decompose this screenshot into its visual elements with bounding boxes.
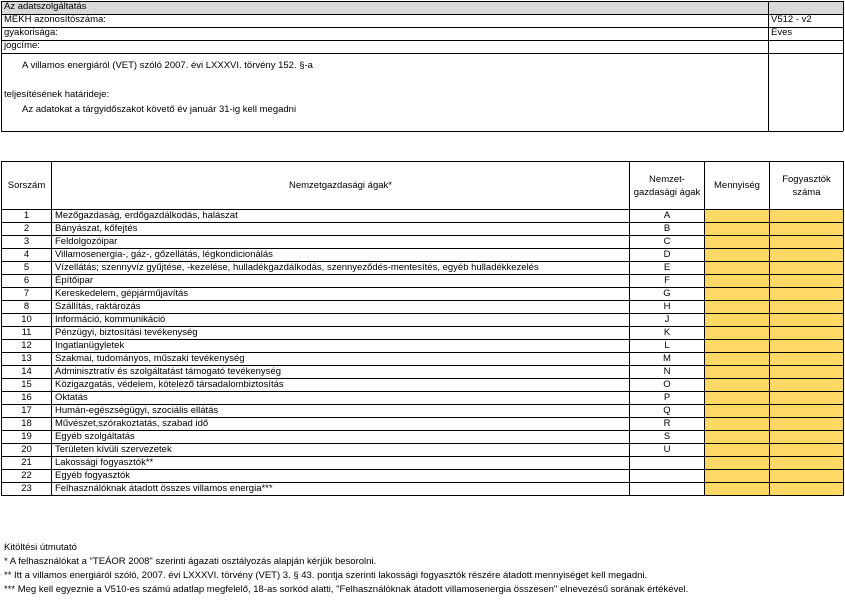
row-number: 12 [2, 340, 52, 353]
row-sector-name: Területen kívüli szervezetek [52, 444, 630, 457]
mennyiseg-input-cell[interactable] [705, 392, 770, 405]
row-sector-code: E [630, 262, 705, 275]
mennyiseg-input-cell[interactable] [705, 301, 770, 314]
fogyasztok-input-cell[interactable] [770, 340, 844, 353]
mennyiseg-input-cell[interactable] [705, 353, 770, 366]
table-row [2, 236, 844, 249]
row-sector-name: Egyéb fogyasztók [52, 470, 630, 483]
note-2: ** Itt a villamos energiáról szóló, 2007. évi LXXXVI. törvény (VET) 3. § 43. pontja szerinti lakossági fogyasztók részére átadott mennyiséget kell megadni. [4, 570, 648, 581]
row-sector-name: Bányászat, kőfejtés [52, 223, 630, 236]
section-header-bg [1, 1, 843, 14]
row-sector-code: S [630, 431, 705, 444]
row-sector-code: Q [630, 405, 705, 418]
row-sector-name: Közigazgatás, védelem, kötelező társadalombiztosítás [52, 379, 630, 392]
row-sector-code: O [630, 379, 705, 392]
fogyasztok-input-cell[interactable] [770, 236, 844, 249]
table-row [2, 288, 844, 301]
table-row [2, 366, 844, 379]
mekh-label: MEKH azonosítószáma: [4, 14, 106, 25]
header-agak: Nemzetgazdasági ágak* [52, 162, 630, 210]
fogyasztok-input-cell[interactable] [770, 392, 844, 405]
row-number: 5 [2, 262, 52, 275]
row-sector-code: M [630, 353, 705, 366]
row-sector-code: C [630, 236, 705, 249]
header-sorszam: Sorszám [2, 162, 52, 210]
row-number: 22 [2, 470, 52, 483]
row-sector-code: F [630, 275, 705, 288]
fogyasztok-input-cell[interactable] [770, 379, 844, 392]
fogyasztok-input-cell[interactable] [770, 301, 844, 314]
table-row [2, 483, 844, 496]
row-sector-name: Építőipar [52, 275, 630, 288]
fogyasztok-input-cell[interactable] [770, 405, 844, 418]
table-row [2, 431, 844, 444]
table-row [2, 457, 844, 470]
fogyasztok-input-cell[interactable] [770, 457, 844, 470]
row-number: 15 [2, 379, 52, 392]
table-row [2, 392, 844, 405]
table-row [2, 340, 844, 353]
row-number: 3 [2, 236, 52, 249]
fogyasztok-input-cell[interactable] [770, 418, 844, 431]
table-row [2, 470, 844, 483]
row-number: 11 [2, 327, 52, 340]
row-number: 13 [2, 353, 52, 366]
row-number: 14 [2, 366, 52, 379]
fogyasztok-input-cell[interactable] [770, 223, 844, 236]
mennyiseg-input-cell[interactable] [705, 444, 770, 457]
row-sector-code: N [630, 366, 705, 379]
row-sector-name: Vízellátás; szennyvíz gyűjtése, -kezelése, hulladékgazdálkodás, szennyeződés-mentesítés, egyéb hulladékkezelés [52, 262, 630, 275]
row-sector-name: Feldolgozóipar [52, 236, 630, 249]
fogyasztok-input-cell[interactable] [770, 470, 844, 483]
row-number: 20 [2, 444, 52, 457]
row-sector-code: J [630, 314, 705, 327]
row-number: 4 [2, 249, 52, 262]
fogyasztok-input-cell[interactable] [770, 366, 844, 379]
mennyiseg-input-cell[interactable] [705, 288, 770, 301]
row-sector-code: P [630, 392, 705, 405]
row-sector-name: Kereskedelem, gépjárműjavítás [52, 288, 630, 301]
fogyasztok-input-cell[interactable] [770, 431, 844, 444]
table-row [2, 379, 844, 392]
deadline-text: Az adatokat a tárgyidőszakot követő év január 31-ig kell megadni [22, 104, 297, 115]
row-number: 21 [2, 457, 52, 470]
row-sector-code: G [630, 288, 705, 301]
row-sector-code [630, 483, 705, 496]
fogyasztok-input-cell[interactable] [770, 210, 844, 223]
row-sector-code: K [630, 327, 705, 340]
row-sector-name: Felhasználóknak átadott összes villamos energia*** [52, 483, 630, 496]
mennyiseg-input-cell[interactable] [705, 418, 770, 431]
table-row [2, 301, 844, 314]
table-row [2, 262, 844, 275]
table-row [2, 249, 844, 262]
mennyiseg-input-cell[interactable] [705, 327, 770, 340]
row-number: 8 [2, 301, 52, 314]
row-sector-name: Humán-egészségügyi, szociális ellátás [52, 405, 630, 418]
row-sector-code [630, 470, 705, 483]
frequency-value: Éves [771, 27, 793, 38]
table-row [2, 314, 844, 327]
frequency-label: gyakorisága: [4, 27, 58, 38]
row-sector-name: Egyéb szolgáltatás [52, 431, 630, 444]
row-sector-name: Szállítás, raktározás [52, 301, 630, 314]
legal-label: jogcíme: [4, 40, 40, 51]
mennyiseg-input-cell[interactable] [705, 223, 770, 236]
row-sector-name: Szakmai, tudományos, műszaki tevékenység [52, 353, 630, 366]
row-sector-name: Pénzügyi, biztosítási tevékenység [52, 327, 630, 340]
mennyiseg-input-cell[interactable] [705, 470, 770, 483]
table-row [2, 405, 844, 418]
mennyiseg-input-cell[interactable] [705, 314, 770, 327]
mennyiseg-input-cell[interactable] [705, 210, 770, 223]
row-sector-name: Oktatás [52, 392, 630, 405]
row-sector-code: U [630, 444, 705, 457]
table-row [2, 327, 844, 340]
row-sector-code: H [630, 301, 705, 314]
row-sector-name: Információ, kommunikáció [52, 314, 630, 327]
row-sector-name: Villamosenergia-, gáz-, gőzellátás, légkondicionálás [52, 249, 630, 262]
row-number: 6 [2, 275, 52, 288]
header-mennyiseg: Mennyiség [705, 162, 770, 210]
row-number: 23 [2, 483, 52, 496]
mennyiseg-input-cell[interactable] [705, 366, 770, 379]
row-number: 19 [2, 431, 52, 444]
header-fogyasztok: Fogyasztók száma [770, 162, 844, 210]
row-number: 2 [2, 223, 52, 236]
fogyasztok-input-cell[interactable] [770, 288, 844, 301]
row-sector-code: A [630, 210, 705, 223]
table-row [2, 353, 844, 366]
notes-title: Kitöltési útmutató [4, 542, 77, 553]
row-sector-name: Mezőgazdaság, erdőgazdálkodás, halászat [52, 210, 630, 223]
mennyiseg-input-cell[interactable] [705, 431, 770, 444]
table-row [2, 444, 844, 457]
mennyiseg-input-cell[interactable] [705, 405, 770, 418]
header-kod: Nemzet-gazdasági ágak [630, 162, 705, 210]
fogyasztok-input-cell[interactable] [770, 327, 844, 340]
row-number: 10 [2, 314, 52, 327]
note-3: *** Meg kell egyeznie a V510-es számú adatlap megfelelő, 18-as sorkód alatti, "Felhasználóknak átadott villamosenergia összesen" elnevezésű sorának értékével. [4, 584, 689, 595]
mennyiseg-input-cell[interactable] [705, 262, 770, 275]
row-sector-name: Művészet,szórakoztatás, szabad idő [52, 418, 630, 431]
table-header-row [2, 162, 844, 210]
fogyasztok-input-cell[interactable] [770, 262, 844, 275]
row-sector-code: D [630, 249, 705, 262]
fogyasztok-input-cell[interactable] [770, 353, 844, 366]
fogyasztok-input-cell[interactable] [770, 483, 844, 496]
fogyasztok-input-cell[interactable] [770, 444, 844, 457]
legal-text: A villamos energiáról (VET) szóló 2007. évi LXXXVI. törvény 152. §-a [22, 60, 313, 71]
row-number: 1 [2, 210, 52, 223]
table-row [2, 418, 844, 431]
row-sector-name: Adminisztratív és szolgáltatást támogató tevékenység [52, 366, 630, 379]
deadline-label: teljesítésének határideje: [4, 89, 110, 100]
mennyiseg-input-cell[interactable] [705, 457, 770, 470]
fogyasztok-input-cell[interactable] [770, 249, 844, 262]
mennyiseg-input-cell[interactable] [705, 236, 770, 249]
row-number: 18 [2, 418, 52, 431]
row-sector-code: R [630, 418, 705, 431]
mennyiseg-input-cell[interactable] [705, 483, 770, 496]
mennyiseg-input-cell[interactable] [705, 340, 770, 353]
fogyasztok-input-cell[interactable] [770, 314, 844, 327]
mennyiseg-input-cell[interactable] [705, 275, 770, 288]
note-1: * A felhasználókat a "TEÁOR 2008" szerinti ágazati osztályozás alapján kérjük besorolni. [4, 556, 377, 567]
mennyiseg-input-cell[interactable] [705, 379, 770, 392]
row-number: 17 [2, 405, 52, 418]
row-number: 7 [2, 288, 52, 301]
table-row [2, 275, 844, 288]
row-sector-code: B [630, 223, 705, 236]
section-title: Az adatszolgáltatás [4, 1, 87, 12]
table-row [2, 223, 844, 236]
row-sector-name: Lakossági fogyasztók** [52, 457, 630, 470]
row-sector-code [630, 457, 705, 470]
data-table [1, 161, 844, 496]
table-row [2, 210, 844, 223]
fogyasztok-input-cell[interactable] [770, 275, 844, 288]
mekh-value: V512 - v2 [771, 14, 812, 25]
mennyiseg-input-cell[interactable] [705, 249, 770, 262]
row-number: 16 [2, 392, 52, 405]
row-sector-code: L [630, 340, 705, 353]
row-sector-name: Ingatlanügyletek [52, 340, 630, 353]
